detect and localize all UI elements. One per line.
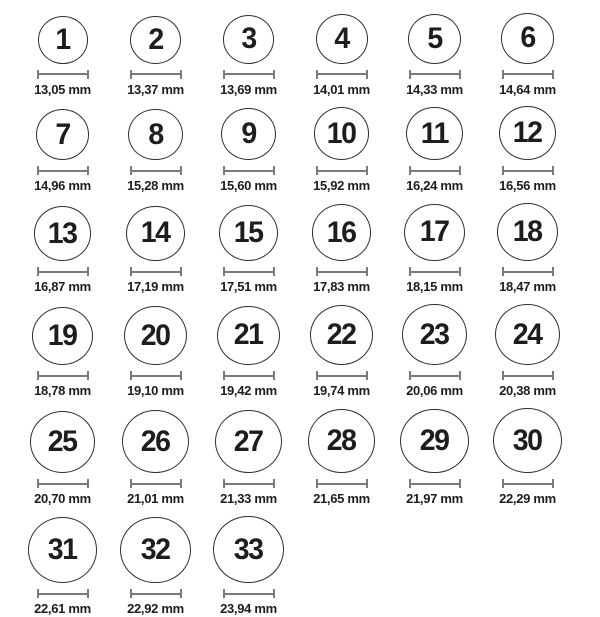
ring-size-circle [38, 16, 88, 64]
ring-size-number: 15 [234, 216, 263, 250]
diameter-measure-bracket [502, 267, 554, 276]
ring-size-circle [408, 14, 461, 64]
diameter-measure-bracket [37, 267, 89, 276]
ring-size-circle [310, 305, 374, 366]
ring-size-item [109, 206, 202, 295]
ring-size-item [202, 306, 295, 399]
diameter-label: 20,70 mm [34, 491, 91, 507]
diameter-label: 23,94 mm [220, 601, 277, 617]
diameter-measure-bracket [130, 589, 182, 598]
ring-size-number: 24 [513, 317, 542, 351]
diameter-label: 15,60 mm [220, 178, 277, 194]
diameter-label: 16,24 mm [406, 178, 463, 194]
ring-size-circle [217, 306, 280, 366]
ring-size-circle [497, 203, 558, 261]
ring-size-circle [120, 517, 190, 584]
ring-size-circle [406, 107, 463, 161]
ring-size-row [16, 106, 594, 194]
ring-size-number: 13 [48, 216, 77, 250]
diameter-measure-bracket [316, 267, 368, 276]
ring-size-item [481, 304, 574, 399]
diameter-measure-bracket [502, 70, 554, 79]
ring-size-number: 4 [334, 21, 349, 55]
diameter-measure-bracket [223, 589, 275, 598]
ring-size-number: 18 [513, 215, 542, 249]
ring-size-row [16, 304, 594, 399]
ring-size-number: 31 [48, 533, 77, 567]
ring-size-number: 11 [420, 116, 449, 150]
ring-size-circle [213, 516, 284, 583]
diameter-label: 16,87 mm [34, 279, 91, 295]
ring-size-circle [215, 410, 282, 474]
diameter-measure-bracket [409, 371, 461, 380]
ring-size-circle [402, 304, 466, 365]
ring-size-number: 21 [234, 318, 263, 352]
ring-size-circle [314, 107, 370, 160]
diameter-measure-bracket [223, 166, 275, 175]
ring-size-number: 6 [520, 21, 535, 55]
ring-size-row [16, 408, 594, 507]
diameter-measure-bracket [130, 267, 182, 276]
ring-size-row [16, 13, 594, 97]
ring-size-circle [501, 13, 554, 64]
ring-size-item [202, 410, 295, 507]
diameter-label: 18,78 mm [34, 383, 91, 399]
ring-size-number: 27 [234, 424, 263, 458]
diameter-measure-bracket [409, 479, 461, 488]
diameter-label: 14,64 mm [499, 81, 556, 97]
ring-size-item [481, 408, 574, 507]
ring-size-circle [36, 109, 90, 160]
ring-size-number: 8 [148, 117, 163, 151]
ring-size-circle [221, 108, 276, 160]
ring-size-number: 9 [241, 117, 256, 151]
ring-size-item [388, 14, 481, 98]
ring-size-circle [126, 206, 185, 262]
ring-size-circle [312, 204, 372, 261]
diameter-measure-bracket [37, 479, 89, 488]
ring-size-number: 7 [55, 117, 70, 151]
ring-size-number: 12 [513, 116, 542, 150]
ring-size-item [109, 410, 202, 506]
diameter-measure-bracket [316, 166, 368, 175]
ring-size-number: 30 [513, 423, 542, 457]
ring-size-item [202, 15, 295, 97]
ring-size-circle [130, 16, 181, 64]
ring-size-number: 19 [48, 319, 77, 353]
diameter-label: 19,10 mm [127, 383, 184, 399]
diameter-measure-bracket [37, 166, 89, 175]
ring-size-item [16, 206, 109, 294]
diameter-measure-bracket [502, 479, 554, 488]
ring-size-item [388, 409, 481, 507]
diameter-label: 17,83 mm [313, 279, 370, 295]
ring-size-number: 16 [327, 215, 356, 249]
ring-size-number: 1 [55, 22, 70, 56]
ring-size-item [481, 203, 574, 295]
ring-size-number: 23 [420, 317, 449, 351]
ring-size-number: 29 [420, 423, 449, 457]
diameter-label: 22,29 mm [499, 491, 556, 507]
ring-size-item [295, 204, 388, 294]
diameter-label: 13,37 mm [127, 81, 184, 97]
diameter-measure-bracket [502, 166, 554, 175]
ring-size-number: 25 [48, 425, 77, 459]
ring-size-item [16, 411, 109, 507]
ring-size-item [481, 106, 574, 194]
ring-size-circle [128, 109, 183, 161]
ring-size-circle [400, 409, 468, 474]
ring-size-item [295, 14, 388, 97]
diameter-measure-bracket [130, 479, 182, 488]
diameter-measure-bracket [130, 70, 182, 79]
ring-size-number: 33 [234, 532, 263, 566]
diameter-measure-bracket [223, 371, 275, 380]
diameter-measure-bracket [409, 166, 461, 175]
diameter-label: 21,01 mm [127, 491, 184, 507]
ring-size-circle [28, 517, 98, 583]
ring-size-item [109, 109, 202, 194]
diameter-measure-bracket [130, 371, 182, 380]
ring-size-item [388, 107, 481, 194]
ring-size-circle [30, 411, 96, 473]
ring-size-number: 28 [327, 424, 356, 458]
diameter-label: 20,38 mm [499, 383, 556, 399]
ring-size-number: 14 [141, 216, 170, 250]
diameter-measure-bracket [316, 70, 368, 79]
ring-size-circle [122, 410, 188, 473]
diameter-label: 18,47 mm [499, 279, 556, 295]
ring-size-circle [404, 204, 464, 261]
diameter-measure-bracket [223, 70, 275, 79]
diameter-label: 22,92 mm [127, 601, 184, 617]
diameter-label: 21,65 mm [313, 491, 370, 507]
diameter-measure-bracket [37, 589, 89, 598]
diameter-label: 21,33 mm [220, 491, 277, 507]
ring-size-number: 3 [241, 22, 256, 56]
diameter-label: 16,56 mm [499, 178, 556, 194]
ring-size-item [295, 107, 388, 194]
ring-size-item [388, 204, 481, 295]
ring-size-number: 2 [148, 22, 163, 56]
diameter-label: 17,51 mm [220, 279, 277, 295]
ring-size-number: 22 [327, 318, 356, 352]
diameter-label: 17,19 mm [127, 279, 184, 295]
ring-size-circle [219, 205, 278, 261]
ring-size-item [481, 13, 574, 97]
ring-size-circle [34, 206, 92, 261]
ring-size-item [202, 516, 295, 617]
diameter-measure-bracket [316, 371, 368, 380]
ring-size-item [109, 517, 202, 617]
diameter-label: 13,69 mm [220, 81, 277, 97]
diameter-label: 19,42 mm [220, 383, 277, 399]
ring-size-circle [316, 14, 368, 63]
diameter-measure-bracket [37, 70, 89, 79]
ring-size-item [109, 16, 202, 98]
diameter-measure-bracket [223, 267, 275, 276]
diameter-measure-bracket [130, 166, 182, 175]
diameter-label: 22,61 mm [34, 601, 91, 617]
diameter-label: 15,28 mm [127, 178, 184, 194]
ring-size-circle [124, 306, 186, 365]
ring-size-item [295, 305, 388, 399]
diameter-measure-bracket [223, 479, 275, 488]
ring-size-item [388, 304, 481, 399]
ring-size-number: 5 [427, 21, 442, 55]
ring-size-circle [32, 307, 94, 366]
ring-size-item [16, 517, 109, 617]
diameter-label: 15,92 mm [313, 178, 370, 194]
diameter-label: 14,01 mm [313, 81, 370, 97]
ring-size-circle [308, 409, 376, 473]
diameter-measure-bracket [502, 371, 554, 380]
diameter-measure-bracket [409, 70, 461, 79]
ring-size-number: 10 [327, 116, 356, 150]
diameter-label: 14,33 mm [406, 81, 463, 97]
diameter-label: 14,96 mm [34, 178, 91, 194]
ring-size-row [16, 516, 594, 617]
ring-size-number: 20 [141, 318, 170, 352]
ring-size-item [16, 307, 109, 399]
ring-size-item [202, 108, 295, 194]
diameter-label: 13,05 mm [34, 81, 91, 97]
diameter-label: 18,15 mm [406, 279, 463, 295]
ring-size-item [16, 16, 109, 97]
ring-size-circle [223, 15, 274, 64]
diameter-label: 19,74 mm [313, 383, 370, 399]
ring-size-circle [499, 106, 556, 160]
ring-size-number: 32 [141, 532, 170, 566]
diameter-label: 21,97 mm [406, 491, 463, 507]
diameter-measure-bracket [316, 479, 368, 488]
ring-size-circle [495, 304, 560, 366]
diameter-measure-bracket [409, 267, 461, 276]
ring-size-item [16, 109, 109, 194]
ring-size-item [109, 306, 202, 399]
ring-size-row [16, 203, 594, 295]
ring-size-item [202, 205, 295, 295]
ring-size-item [295, 409, 388, 507]
diameter-measure-bracket [37, 371, 89, 380]
diameter-label: 20,06 mm [406, 383, 463, 399]
ring-size-number: 17 [420, 215, 449, 249]
ring-size-number: 26 [141, 424, 170, 458]
ring-size-circle [493, 408, 562, 473]
